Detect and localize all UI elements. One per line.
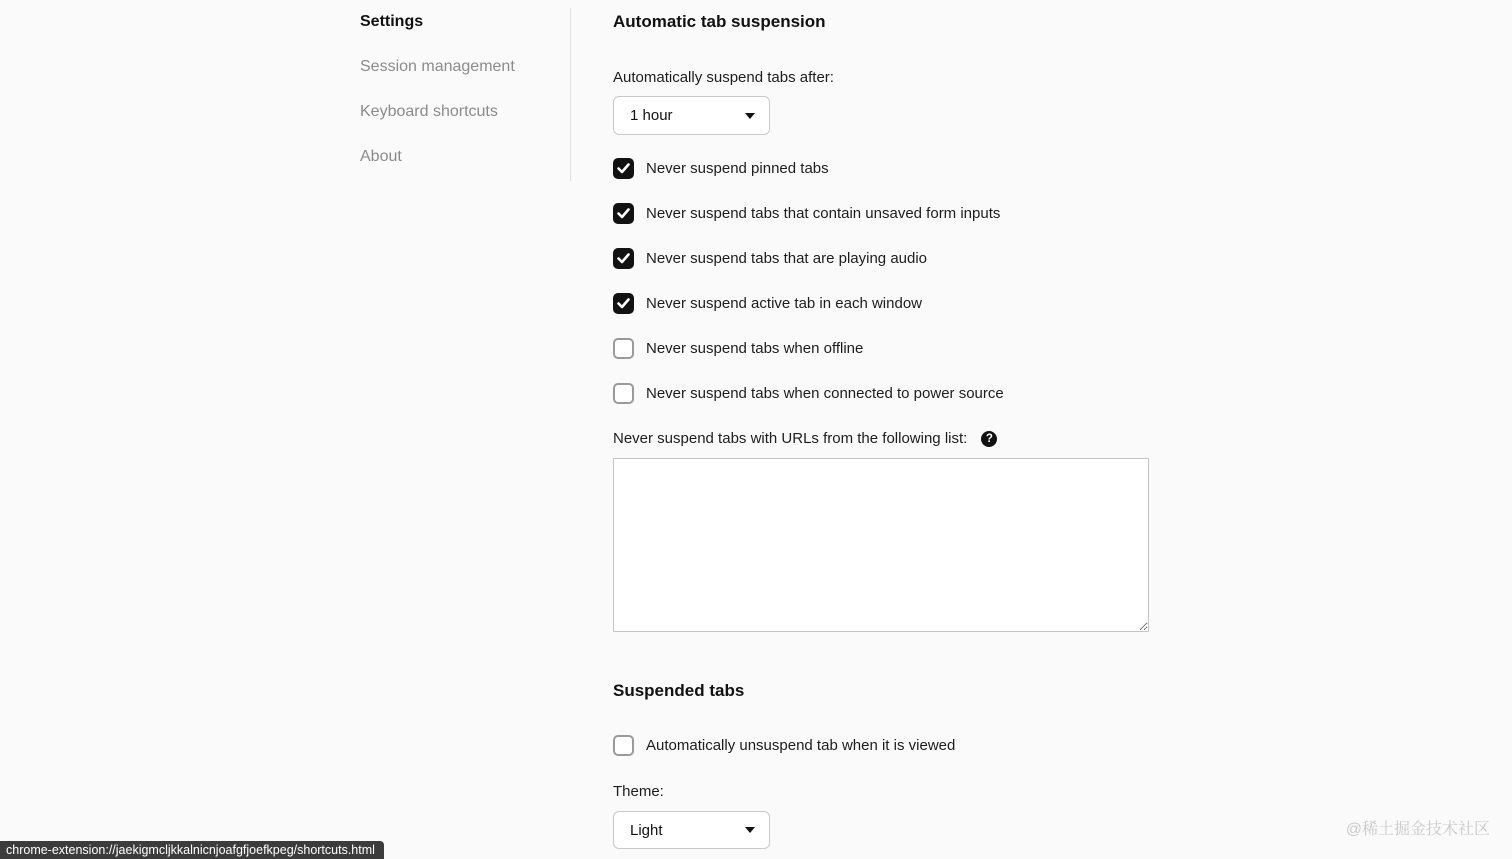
- watermark: @稀土掘金技术社区: [1345, 821, 1490, 838]
- option-row-never-suspend-active-tab: [613, 293, 1150, 314]
- section-title-automatic-tab-suspension: Automatic tab suspension: [613, 12, 826, 31]
- checkbox-label: Never suspend active tab in each window: [646, 295, 922, 312]
- settings-main-panel: [613, 0, 1150, 849]
- help-icon[interactable]: ?: [981, 431, 997, 447]
- option-row-never-suspend-unsaved-forms: [613, 203, 1150, 224]
- sidebar-item-settings[interactable]: Settings: [360, 13, 424, 30]
- checkbox-label: Automatically unsuspend tab when it is viewed: [646, 737, 956, 754]
- url-whitelist-label-row: [613, 429, 1150, 449]
- url-whitelist-textarea[interactable]: [613, 458, 1149, 632]
- checkbox-never-suspend-unsaved-forms[interactable]: [613, 203, 634, 224]
- checkmark-icon: [617, 163, 630, 174]
- checkmark-icon: [617, 298, 630, 309]
- link-preview-status-bar: [0, 841, 384, 859]
- checkbox-never-suspend-offline[interactable]: [613, 338, 634, 359]
- section-title-suspended-tabs: Suspended tabs: [613, 681, 745, 700]
- sidebar-item-keyboard-shortcuts[interactable]: Keyboard shortcuts: [360, 103, 498, 120]
- status-bar-url: chrome-extension://jaekigmcljkkalnicnjoafgfjoefkpeg/shortcuts.html: [6, 842, 375, 857]
- option-row-never-suspend-audio: [613, 248, 1150, 269]
- theme-select[interactable]: [613, 811, 770, 849]
- sidebar-item-about[interactable]: About: [360, 148, 402, 165]
- theme-selected-value: Light: [630, 821, 663, 839]
- checkbox-label: Never suspend tabs that are playing audio: [646, 250, 928, 267]
- settings-sidebar: [360, 12, 550, 192]
- suspend-after-label: Automatically suspend tabs after:: [613, 69, 834, 86]
- suspend-after-select[interactable]: [613, 96, 770, 135]
- checkmark-icon: [617, 208, 630, 219]
- checkbox-auto-unsuspend[interactable]: [613, 735, 634, 756]
- sidebar-divider: [570, 8, 571, 181]
- suspend-after-selected-value: 1 hour: [630, 107, 673, 124]
- option-row-never-suspend-offline: [613, 338, 1150, 359]
- checkbox-never-suspend-pinned[interactable]: [613, 158, 634, 179]
- theme-label: Theme:: [613, 783, 664, 800]
- sidebar-item-session-management[interactable]: Session management: [360, 58, 515, 75]
- checkbox-never-suspend-power[interactable]: [613, 383, 634, 404]
- caret-down-icon: [745, 827, 755, 833]
- option-row-never-suspend-power: [613, 383, 1150, 404]
- checkbox-label: Never suspend tabs when connected to power source: [646, 385, 1004, 402]
- checkbox-label: Never suspend tabs that contain unsaved form inputs: [646, 205, 1001, 222]
- checkmark-icon: [617, 253, 630, 264]
- caret-down-icon: [745, 113, 755, 119]
- checkbox-label: Never suspend pinned tabs: [646, 160, 829, 177]
- checkbox-label: Never suspend tabs when offline: [646, 340, 864, 357]
- checkbox-never-suspend-audio[interactable]: [613, 248, 634, 269]
- url-whitelist-label: Never suspend tabs with URLs from the following list:: [613, 430, 968, 447]
- option-row-never-suspend-pinned: [613, 158, 1150, 179]
- option-row-auto-unsuspend: [613, 735, 1150, 756]
- checkbox-never-suspend-active-tab[interactable]: [613, 293, 634, 314]
